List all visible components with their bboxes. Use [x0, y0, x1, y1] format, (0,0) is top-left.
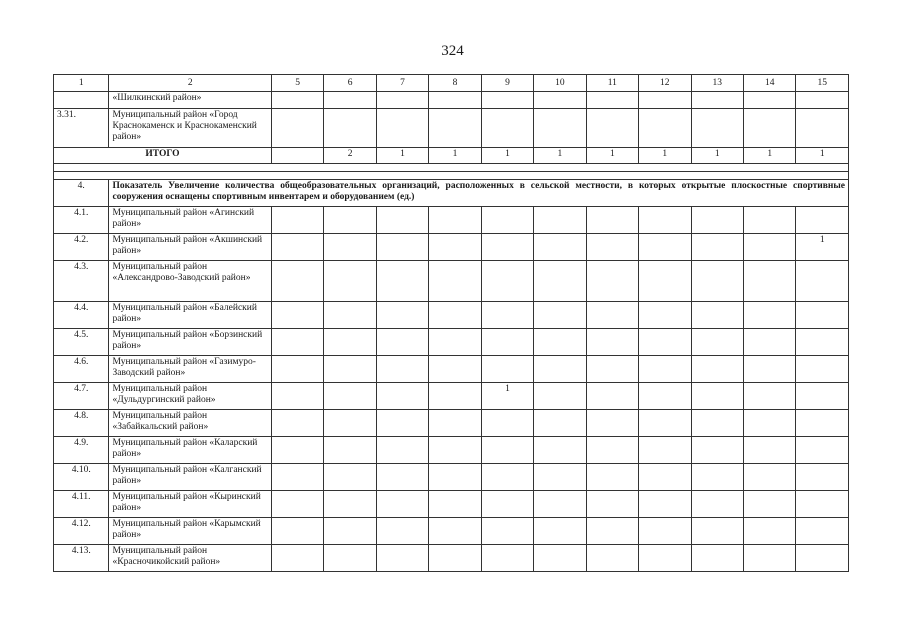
spacer-row [54, 172, 849, 180]
value-cell [429, 383, 481, 410]
spacer-cell [54, 164, 849, 172]
value-cell [586, 234, 638, 261]
row-name: Муниципальный район «Красночикойский район» [109, 545, 271, 572]
value-cell [639, 109, 691, 148]
value-cell [481, 234, 533, 261]
value-cell [534, 356, 586, 383]
table-row [54, 437, 849, 464]
value-cell [376, 464, 428, 491]
row-name: Муниципальный район «Балейский район» [109, 302, 271, 329]
value-cell [376, 207, 428, 234]
value-cell [586, 92, 638, 109]
table-row [54, 464, 849, 491]
header-cell: 2 [109, 75, 271, 92]
value-cell [324, 109, 376, 148]
header-cell: 12 [639, 75, 691, 92]
total-value: 1 [586, 148, 638, 164]
value-cell [691, 437, 743, 464]
value-cell [586, 464, 638, 491]
value-cell [796, 383, 849, 410]
value-cell [639, 410, 691, 437]
value-cell [743, 518, 795, 545]
value-cell [324, 464, 376, 491]
row-name: Муниципальный район «Борзинский район» [109, 329, 271, 356]
value-cell [796, 356, 849, 383]
value-cell [271, 329, 323, 356]
table-row [54, 356, 849, 383]
value-cell [481, 261, 533, 302]
table-row [54, 109, 849, 148]
table-row [54, 261, 849, 302]
value-cell [639, 437, 691, 464]
value-cell [481, 92, 533, 109]
value-cell [429, 261, 481, 302]
indicator-text: Показатель Увеличение количества общеобразовательных организаций, расположенных в сельской местности, в которых открытые плоскостные спортивные сооружения оснащены спортивным инвентарем и оборудованием (ед.) [109, 180, 849, 207]
value-cell [534, 464, 586, 491]
value-cell [796, 545, 849, 572]
value-cell [376, 92, 428, 109]
value-cell [639, 329, 691, 356]
page-number: 324 [441, 43, 464, 59]
value-cell [743, 329, 795, 356]
value-cell [534, 207, 586, 234]
value-cell [376, 356, 428, 383]
value-cell [481, 410, 533, 437]
value-cell [796, 207, 849, 234]
value-cell [324, 302, 376, 329]
value-cell [586, 329, 638, 356]
value-cell [796, 437, 849, 464]
value-cell [691, 464, 743, 491]
header-cell: 14 [743, 75, 795, 92]
indicator-row [54, 180, 849, 207]
total-value: 2 [324, 148, 376, 164]
value-cell [376, 329, 428, 356]
value-cell [691, 491, 743, 518]
total-value: 1 [534, 148, 586, 164]
row-name: Муниципальный район «Карымский район» [109, 518, 271, 545]
value-cell [534, 92, 586, 109]
row-number [54, 92, 109, 109]
value-cell: 1 [796, 234, 849, 261]
value-cell [324, 261, 376, 302]
value-cell [586, 356, 638, 383]
value-cell [481, 356, 533, 383]
row-name: Муниципальный район «Акшинский район» [109, 234, 271, 261]
value-cell [743, 410, 795, 437]
table-row [54, 302, 849, 329]
row-number: 4.12. [54, 518, 109, 545]
value-cell [691, 356, 743, 383]
total-value: 1 [796, 148, 849, 164]
value-cell [796, 491, 849, 518]
value-cell [376, 410, 428, 437]
table-row [54, 207, 849, 234]
row-number: 4.9. [54, 437, 109, 464]
value-cell [796, 464, 849, 491]
value-cell [481, 109, 533, 148]
value-cell [586, 437, 638, 464]
header-cell: 10 [534, 75, 586, 92]
value-cell [691, 518, 743, 545]
total-value: 1 [429, 148, 481, 164]
row-number: 3.31. [54, 109, 109, 148]
value-cell [691, 109, 743, 148]
value-cell [534, 329, 586, 356]
table-row [54, 329, 849, 356]
table-row [54, 545, 849, 572]
data-table [53, 74, 849, 572]
value-cell [691, 207, 743, 234]
row-number: 4.6. [54, 356, 109, 383]
value-cell [639, 545, 691, 572]
value-cell [376, 491, 428, 518]
row-number: 4.8. [54, 410, 109, 437]
value-cell [691, 545, 743, 572]
value-cell [639, 491, 691, 518]
row-number: 4.11. [54, 491, 109, 518]
value-cell [743, 302, 795, 329]
value-cell [481, 302, 533, 329]
value-cell [324, 234, 376, 261]
value-cell [743, 491, 795, 518]
value-cell [534, 437, 586, 464]
row-name: Муниципальный район «Калганский район» [109, 464, 271, 491]
value-cell [481, 491, 533, 518]
value-cell [691, 234, 743, 261]
value-cell: 1 [481, 383, 533, 410]
value-cell [743, 356, 795, 383]
row-name: Муниципальный район «Кыринский район» [109, 491, 271, 518]
value-cell [743, 92, 795, 109]
value-cell [376, 545, 428, 572]
value-cell [481, 464, 533, 491]
value-cell [271, 383, 323, 410]
value-cell [534, 491, 586, 518]
value-cell [481, 207, 533, 234]
value-cell [429, 234, 481, 261]
value-cell [586, 383, 638, 410]
value-cell [639, 92, 691, 109]
value-cell [271, 92, 323, 109]
value-cell [481, 545, 533, 572]
value-cell [639, 464, 691, 491]
header-cell: 8 [429, 75, 481, 92]
value-cell [324, 410, 376, 437]
value-cell [376, 383, 428, 410]
value-cell [639, 383, 691, 410]
value-cell [271, 545, 323, 572]
value-cell [743, 109, 795, 148]
value-cell [271, 302, 323, 329]
value-cell [639, 261, 691, 302]
value-cell [429, 437, 481, 464]
row-name: Муниципальный район «Каларский район» [109, 437, 271, 464]
row-name: Муниципальный район «Дульдургинский район» [109, 383, 271, 410]
table-row [54, 234, 849, 261]
value-cell [639, 207, 691, 234]
value-cell [429, 518, 481, 545]
value-cell [534, 234, 586, 261]
value-cell [271, 207, 323, 234]
header-cell: 5 [271, 75, 323, 92]
row-number: 4.2. [54, 234, 109, 261]
value-cell [376, 109, 428, 148]
value-cell [324, 545, 376, 572]
value-cell [271, 437, 323, 464]
value-cell [429, 92, 481, 109]
value-cell [796, 92, 849, 109]
value-cell [534, 109, 586, 148]
value-cell [534, 261, 586, 302]
value-cell [691, 92, 743, 109]
value-cell [639, 356, 691, 383]
value-cell [324, 329, 376, 356]
value-cell [271, 464, 323, 491]
header-row [54, 75, 849, 92]
value-cell [271, 356, 323, 383]
header-cell: 15 [796, 75, 849, 92]
row-name: Муниципальный район «Газимуро-Заводский район» [109, 356, 271, 383]
value-cell [586, 545, 638, 572]
total-value: 1 [639, 148, 691, 164]
value-cell [429, 410, 481, 437]
value-cell [796, 302, 849, 329]
value-cell [534, 410, 586, 437]
value-cell [586, 207, 638, 234]
table-row [54, 491, 849, 518]
value-cell [429, 545, 481, 572]
row-number: 4.13. [54, 545, 109, 572]
total-value [271, 148, 323, 164]
table-row [54, 410, 849, 437]
value-cell [639, 518, 691, 545]
value-cell [796, 518, 849, 545]
total-value: 1 [376, 148, 428, 164]
value-cell [796, 261, 849, 302]
value-cell [429, 491, 481, 518]
value-cell [691, 329, 743, 356]
value-cell [324, 92, 376, 109]
value-cell [743, 207, 795, 234]
value-cell [481, 518, 533, 545]
value-cell [586, 518, 638, 545]
row-name: Муниципальный район «Агинский район» [109, 207, 271, 234]
value-cell [324, 491, 376, 518]
header-cell: 9 [481, 75, 533, 92]
value-cell [534, 518, 586, 545]
value-cell [639, 302, 691, 329]
value-cell [586, 302, 638, 329]
row-number: 4.3. [54, 261, 109, 302]
value-cell [271, 491, 323, 518]
value-cell [429, 464, 481, 491]
row-name: Муниципальный район «Забайкальский район» [109, 410, 271, 437]
value-cell [743, 234, 795, 261]
total-row [54, 148, 849, 164]
value-cell [376, 437, 428, 464]
value-cell [481, 329, 533, 356]
row-number: 4.7. [54, 383, 109, 410]
value-cell [324, 437, 376, 464]
value-cell [324, 383, 376, 410]
value-cell [429, 302, 481, 329]
spacer-cell [54, 172, 849, 180]
row-name: Муниципальный район «Город Краснокаменск и Краснокаменский район» [109, 109, 271, 148]
value-cell [586, 410, 638, 437]
value-cell [586, 491, 638, 518]
value-cell [429, 329, 481, 356]
value-cell [481, 437, 533, 464]
spacer-row [54, 164, 849, 172]
value-cell [324, 207, 376, 234]
value-cell [743, 261, 795, 302]
table-row [54, 518, 849, 545]
value-cell [324, 518, 376, 545]
value-cell [743, 383, 795, 410]
value-cell [271, 261, 323, 302]
value-cell [271, 410, 323, 437]
value-cell [534, 545, 586, 572]
value-cell [586, 109, 638, 148]
row-number: 4.4. [54, 302, 109, 329]
header-cell: 11 [586, 75, 638, 92]
header-cell: 13 [691, 75, 743, 92]
value-cell [691, 410, 743, 437]
indicator-number: 4. [54, 180, 109, 207]
value-cell [796, 410, 849, 437]
total-value: 1 [743, 148, 795, 164]
value-cell [796, 109, 849, 148]
header-cell: 6 [324, 75, 376, 92]
value-cell [534, 383, 586, 410]
value-cell [271, 518, 323, 545]
total-value: 1 [691, 148, 743, 164]
value-cell [639, 234, 691, 261]
header-cell: 1 [54, 75, 109, 92]
value-cell [376, 234, 428, 261]
value-cell [743, 437, 795, 464]
row-number: 4.5. [54, 329, 109, 356]
value-cell [743, 464, 795, 491]
value-cell [796, 329, 849, 356]
value-cell [743, 545, 795, 572]
value-cell [429, 356, 481, 383]
row-number: 4.1. [54, 207, 109, 234]
value-cell [376, 261, 428, 302]
value-cell [324, 356, 376, 383]
value-cell [271, 109, 323, 148]
value-cell [271, 234, 323, 261]
total-value: 1 [481, 148, 533, 164]
row-name: «Шилкинский район» [109, 92, 271, 109]
value-cell [691, 383, 743, 410]
value-cell [691, 261, 743, 302]
value-cell [586, 261, 638, 302]
value-cell [534, 302, 586, 329]
value-cell [376, 302, 428, 329]
table-row [54, 92, 849, 109]
total-label: ИТОГО [54, 148, 272, 164]
row-name: Муниципальный район «Александрово-Заводский район» [109, 261, 271, 302]
value-cell [429, 109, 481, 148]
header-cell: 7 [376, 75, 428, 92]
row-number: 4.10. [54, 464, 109, 491]
value-cell [376, 518, 428, 545]
table-row [54, 383, 849, 410]
value-cell [429, 207, 481, 234]
value-cell [691, 302, 743, 329]
